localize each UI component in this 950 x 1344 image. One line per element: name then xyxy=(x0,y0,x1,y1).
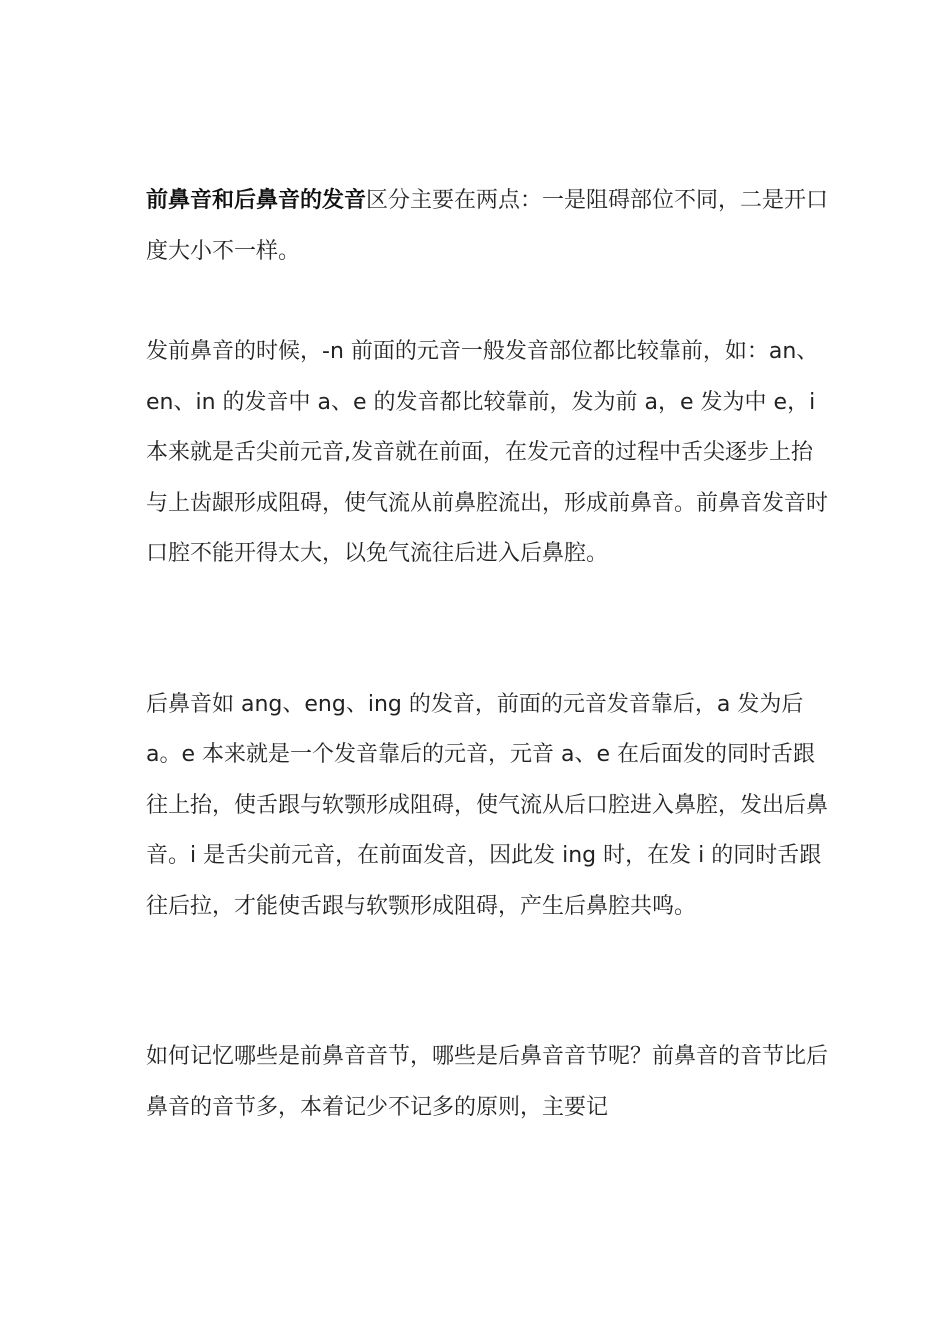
paragraph-intro-bold: 前鼻音和后鼻音的发音 xyxy=(146,188,367,213)
paragraph-back-nasal: 后鼻音如 ang、eng、ing 的发音，前面的元音发音靠后，a 发为后 a。e 本来就是一个发音靠后的元音，元音 a、e 在后面发的同时舌跟往上抬，使舌跟与软颚形成阻碍，使气流从后口腔进入鼻腔，发出后鼻音。i 是舌尖前元音，在前面发音，因此发 ing 时，在发 i 的同时舌跟往后拉，才能使舌跟与软颚形成阻碍，产生后鼻腔共鸣。 xyxy=(146,691,829,919)
paragraph-memory: 如何记忆哪些是前鼻音音节，哪些是后鼻音音节呢？前鼻音的音节比后鼻音的音节多，本着记少不记多的原则，主要记 xyxy=(146,1044,829,1120)
paragraph-intro-text: 区分主要在两点：一是阻碍部位不同，二是开口度大小不一样。 xyxy=(146,188,829,264)
paragraph-front-nasal: 发前鼻音的时候，-n 前面的元音一般发音部位都比较靠前，如：an、en、in 的发音中 a、e 的发音都比较靠前，发为前 a，e 发为中 e，i 本来就是舌尖前元音,发音就在前面，在发元音的过程中舌尖逐步上抬与上齿龈形成阻碍，使气流从前鼻腔流出，形成前鼻音。前鼻音发音时口腔不能开得太大，以免气流往后进入后鼻腔。 xyxy=(146,339,829,566)
paragraph-intro xyxy=(146,176,830,277)
document-body xyxy=(146,176,830,1133)
